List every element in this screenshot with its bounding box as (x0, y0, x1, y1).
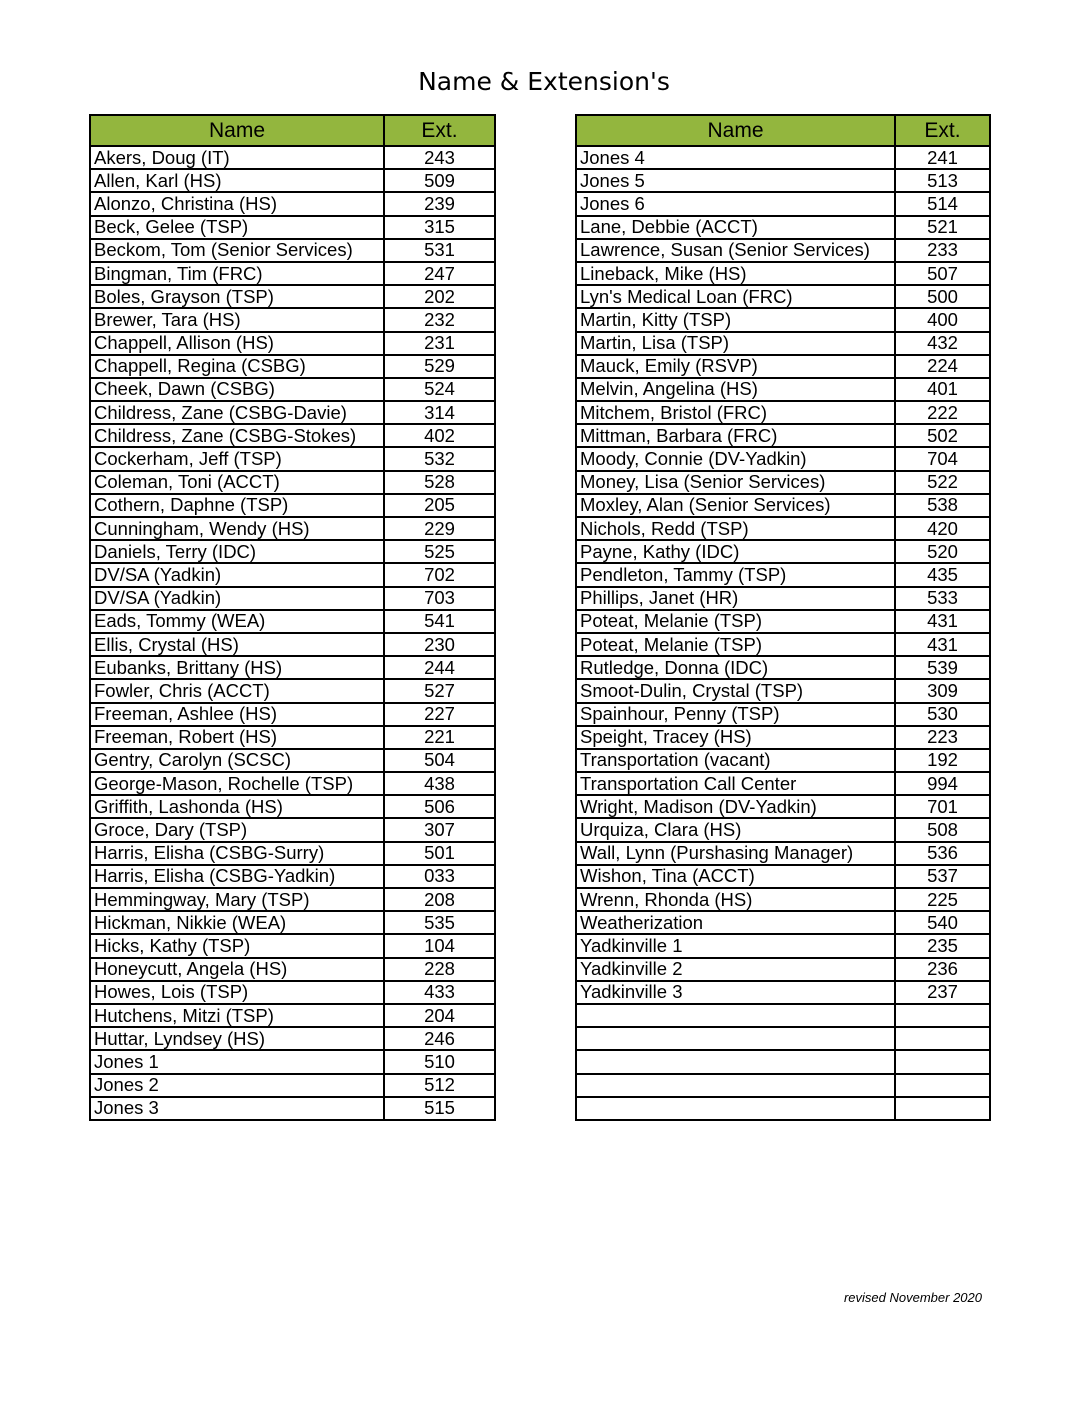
extension-cell: 704 (895, 447, 990, 470)
name-cell: Hickman, Nikkie (WEA) (90, 911, 384, 934)
name-cell: Lawrence, Susan (Senior Services) (576, 239, 895, 262)
extension-cell: 314 (384, 401, 495, 424)
extension-cell: 247 (384, 262, 495, 285)
extension-cell: 536 (895, 842, 990, 865)
table-row (576, 262, 990, 285)
extension-cell: 233 (895, 239, 990, 262)
table-row (90, 308, 495, 331)
extension-cell: 431 (895, 633, 990, 656)
name-cell: Ellis, Crystal (HS) (90, 633, 384, 656)
name-cell: Jones 5 (576, 169, 895, 192)
extension-cell: 506 (384, 795, 495, 818)
table-row (90, 355, 495, 378)
extension-cell: 702 (384, 563, 495, 586)
table-row (90, 1004, 495, 1027)
table-row (90, 842, 495, 865)
extension-cell: 510 (384, 1050, 495, 1073)
table-row (90, 865, 495, 888)
extension-cell: 204 (384, 1004, 495, 1027)
table-row (90, 424, 495, 447)
extension-cell: 537 (895, 865, 990, 888)
table-row (576, 447, 990, 470)
table-row (90, 633, 495, 656)
extension-cell: 236 (895, 958, 990, 981)
name-cell: Yadkinville 1 (576, 934, 895, 957)
extension-cell: 239 (384, 192, 495, 215)
table-row (576, 1027, 990, 1050)
name-cell: Poteat, Melanie (TSP) (576, 610, 895, 633)
table-row (576, 285, 990, 308)
name-cell: Jones 4 (576, 146, 895, 169)
table-row (576, 239, 990, 262)
extension-cell: 502 (895, 424, 990, 447)
name-cell (576, 1097, 895, 1120)
name-cell: Chappell, Regina (CSBG) (90, 355, 384, 378)
table-row (576, 355, 990, 378)
table-row (90, 494, 495, 517)
ext-column-header: Ext. (895, 115, 990, 146)
table-row (576, 772, 990, 795)
name-cell: Jones 6 (576, 192, 895, 215)
table-row (90, 1027, 495, 1050)
extension-cell: 033 (384, 865, 495, 888)
name-cell: Freeman, Ashlee (HS) (90, 703, 384, 726)
name-cell: Wishon, Tina (ACCT) (576, 865, 895, 888)
extension-cell: 500 (895, 285, 990, 308)
table-row (576, 633, 990, 656)
name-cell: Poteat, Melanie (TSP) (576, 633, 895, 656)
name-cell: Martin, Kitty (TSP) (576, 308, 895, 331)
table-row (576, 656, 990, 679)
extension-cell (895, 1027, 990, 1050)
extension-cell: 501 (384, 842, 495, 865)
name-cell: Wrenn, Rhonda (HS) (576, 888, 895, 911)
table-row (576, 865, 990, 888)
table-row (90, 679, 495, 702)
name-cell: Moxley, Alan (Senior Services) (576, 494, 895, 517)
name-cell: Hutchens, Mitzi (TSP) (90, 1004, 384, 1027)
table-row (576, 563, 990, 586)
table-row (576, 679, 990, 702)
extension-cell: 221 (384, 726, 495, 749)
extension-cell: 315 (384, 216, 495, 239)
name-cell: Howes, Lois (TSP) (90, 981, 384, 1004)
extension-cell: 541 (384, 610, 495, 633)
table-row (576, 517, 990, 540)
name-cell: Yadkinville 3 (576, 981, 895, 1004)
name-cell: Pendleton, Tammy (TSP) (576, 563, 895, 586)
name-cell: Hicks, Kathy (TSP) (90, 934, 384, 957)
header-row (576, 115, 990, 146)
name-cell: Lane, Debbie (ACCT) (576, 216, 895, 239)
table-row (90, 656, 495, 679)
table-row (576, 703, 990, 726)
extension-cell: 230 (384, 633, 495, 656)
table-row (90, 1050, 495, 1073)
table-row (90, 285, 495, 308)
table-row (90, 517, 495, 540)
name-cell: Jones 2 (90, 1074, 384, 1097)
extension-cell: 431 (895, 610, 990, 633)
table-row (90, 610, 495, 633)
name-cell: Payne, Kathy (IDC) (576, 540, 895, 563)
name-cell: Huttar, Lyndsey (HS) (90, 1027, 384, 1050)
name-cell: DV/SA (Yadkin) (90, 563, 384, 586)
table-row (576, 1097, 990, 1120)
extension-cell: 402 (384, 424, 495, 447)
table-row (90, 169, 495, 192)
name-cell: Harris, Elisha (CSBG-Yadkin) (90, 865, 384, 888)
table-row (90, 726, 495, 749)
name-cell: Groce, Dary (TSP) (90, 818, 384, 841)
name-cell: Eubanks, Brittany (HS) (90, 656, 384, 679)
name-column-header: Name (576, 115, 895, 146)
name-cell: DV/SA (Yadkin) (90, 587, 384, 610)
name-cell: Bingman, Tim (FRC) (90, 262, 384, 285)
name-cell: Speight, Tracey (HS) (576, 726, 895, 749)
name-cell: Mauck, Emily (RSVP) (576, 355, 895, 378)
name-cell: Gentry, Carolyn (SCSC) (90, 749, 384, 772)
table-row (576, 401, 990, 424)
table-row (90, 332, 495, 355)
extension-cell: 525 (384, 540, 495, 563)
extension-cell: 533 (895, 587, 990, 610)
name-cell: Cunningham, Wendy (HS) (90, 517, 384, 540)
table-row (576, 1004, 990, 1027)
name-cell: Griffith, Lashonda (HS) (90, 795, 384, 818)
name-cell: Rutledge, Donna (IDC) (576, 656, 895, 679)
name-cell: Freeman, Robert (HS) (90, 726, 384, 749)
extension-cell: 531 (384, 239, 495, 262)
name-cell: Honeycutt, Angela (HS) (90, 958, 384, 981)
name-cell: Alonzo, Christina (HS) (90, 192, 384, 215)
name-cell: Moody, Connie (DV-Yadkin) (576, 447, 895, 470)
extension-cell: 104 (384, 934, 495, 957)
table-row (90, 540, 495, 563)
extension-cell: 243 (384, 146, 495, 169)
name-cell: Childress, Zane (CSBG-Stokes) (90, 424, 384, 447)
table-row (576, 749, 990, 772)
table-row (576, 610, 990, 633)
name-cell: Allen, Karl (HS) (90, 169, 384, 192)
name-cell: Fowler, Chris (ACCT) (90, 679, 384, 702)
name-cell: Akers, Doug (IT) (90, 146, 384, 169)
extension-cell: 532 (384, 447, 495, 470)
name-cell: George-Mason, Rochelle (TSP) (90, 772, 384, 795)
name-cell: Weatherization (576, 911, 895, 934)
name-cell: Mittman, Barbara (FRC) (576, 424, 895, 447)
table-row (576, 981, 990, 1004)
extension-cell: 508 (895, 818, 990, 841)
table-row (576, 726, 990, 749)
extension-cell: 228 (384, 958, 495, 981)
extension-cell: 435 (895, 563, 990, 586)
name-cell: Martin, Lisa (TSP) (576, 332, 895, 355)
table-row (90, 981, 495, 1004)
extension-cell: 202 (384, 285, 495, 308)
extension-cell: 521 (895, 216, 990, 239)
name-cell: Melvin, Angelina (HS) (576, 378, 895, 401)
name-cell: Transportation Call Center (576, 772, 895, 795)
table-row (90, 749, 495, 772)
table-row (576, 1050, 990, 1073)
extension-cell: 400 (895, 308, 990, 331)
extension-cell: 192 (895, 749, 990, 772)
extension-cell (895, 1074, 990, 1097)
name-column-header: Name (90, 115, 384, 146)
name-cell: Jones 1 (90, 1050, 384, 1073)
table-row (90, 703, 495, 726)
name-cell: Coleman, Toni (ACCT) (90, 471, 384, 494)
table-row (576, 540, 990, 563)
table-row (576, 911, 990, 934)
extension-cell: 520 (895, 540, 990, 563)
extension-table-right (575, 114, 991, 1121)
name-cell: Spainhour, Penny (TSP) (576, 703, 895, 726)
name-cell: Transportation (vacant) (576, 749, 895, 772)
name-cell (576, 1027, 895, 1050)
name-cell: Hemmingway, Mary (TSP) (90, 888, 384, 911)
table-row (576, 934, 990, 957)
table-row (90, 239, 495, 262)
name-cell: Money, Lisa (Senior Services) (576, 471, 895, 494)
table-row (576, 308, 990, 331)
name-cell: Daniels, Terry (IDC) (90, 540, 384, 563)
table-row (576, 494, 990, 517)
name-cell: Boles, Grayson (TSP) (90, 285, 384, 308)
extension-cell: 241 (895, 146, 990, 169)
table-row (90, 818, 495, 841)
extension-cell: 515 (384, 1097, 495, 1120)
extension-cell: 420 (895, 517, 990, 540)
name-cell: Wright, Madison (DV-Yadkin) (576, 795, 895, 818)
name-cell: Cothern, Daphne (TSP) (90, 494, 384, 517)
table-row (576, 192, 990, 215)
name-cell (576, 1050, 895, 1073)
extension-cell: 231 (384, 332, 495, 355)
table-row (90, 587, 495, 610)
extension-cell: 432 (895, 332, 990, 355)
table-row (90, 772, 495, 795)
extension-cell: 504 (384, 749, 495, 772)
name-cell: Lyn's Medical Loan (FRC) (576, 285, 895, 308)
table-row (90, 216, 495, 239)
name-cell (576, 1074, 895, 1097)
table-row (576, 888, 990, 911)
extension-table-left (89, 114, 496, 1121)
table-row (90, 447, 495, 470)
extension-cell: 227 (384, 703, 495, 726)
extension-cell: 246 (384, 1027, 495, 1050)
name-cell: Wall, Lynn (Purshasing Manager) (576, 842, 895, 865)
extension-cell: 223 (895, 726, 990, 749)
table-row (90, 192, 495, 215)
table-row (90, 146, 495, 169)
name-cell: Jones 3 (90, 1097, 384, 1120)
name-cell: Cockerham, Jeff (TSP) (90, 447, 384, 470)
extension-cell: 535 (384, 911, 495, 934)
name-cell: Nichols, Redd (TSP) (576, 517, 895, 540)
table-row (90, 378, 495, 401)
extension-cell: 514 (895, 192, 990, 215)
name-cell: Smoot-Dulin, Crystal (TSP) (576, 679, 895, 702)
extension-cell: 701 (895, 795, 990, 818)
extension-cell: 540 (895, 911, 990, 934)
extension-cell: 433 (384, 981, 495, 1004)
extension-cell: 232 (384, 308, 495, 331)
extension-cell: 224 (895, 355, 990, 378)
table-row (576, 169, 990, 192)
extension-cell: 309 (895, 679, 990, 702)
table-row (90, 888, 495, 911)
name-cell: Phillips, Janet (HR) (576, 587, 895, 610)
extension-cell: 509 (384, 169, 495, 192)
name-cell: Yadkinville 2 (576, 958, 895, 981)
extension-cell (895, 1004, 990, 1027)
table-row (90, 1074, 495, 1097)
extension-cell: 528 (384, 471, 495, 494)
extension-cell: 438 (384, 772, 495, 795)
table-row (576, 818, 990, 841)
extension-cell: 703 (384, 587, 495, 610)
extension-cell: 229 (384, 517, 495, 540)
revised-note: revised November 2020 (843, 1290, 982, 1305)
name-cell: Beck, Gelee (TSP) (90, 216, 384, 239)
table-row (576, 1074, 990, 1097)
extension-cell: 225 (895, 888, 990, 911)
name-cell: Harris, Elisha (CSBG-Surry) (90, 842, 384, 865)
extension-cell (895, 1050, 990, 1073)
extension-cell: 235 (895, 934, 990, 957)
table-row (576, 795, 990, 818)
table-row (90, 795, 495, 818)
table-row (90, 471, 495, 494)
table-row (90, 563, 495, 586)
extension-cell: 401 (895, 378, 990, 401)
name-cell: Lineback, Mike (HS) (576, 262, 895, 285)
table-row (576, 332, 990, 355)
table-row (576, 587, 990, 610)
extension-cell: 237 (895, 981, 990, 1004)
table-row (90, 401, 495, 424)
name-cell: Urquiza, Clara (HS) (576, 818, 895, 841)
name-cell: Beckom, Tom (Senior Services) (90, 239, 384, 262)
extension-cell: 512 (384, 1074, 495, 1097)
name-cell: Cheek, Dawn (CSBG) (90, 378, 384, 401)
table-row (576, 958, 990, 981)
table-row (90, 1097, 495, 1120)
name-cell: Eads, Tommy (WEA) (90, 610, 384, 633)
extension-cell: 527 (384, 679, 495, 702)
extension-cell: 539 (895, 656, 990, 679)
table-row (576, 216, 990, 239)
name-cell: Childress, Zane (CSBG-Davie) (90, 401, 384, 424)
extension-cell: 524 (384, 378, 495, 401)
extension-cell (895, 1097, 990, 1120)
ext-column-header: Ext. (384, 115, 495, 146)
extension-cell: 222 (895, 401, 990, 424)
name-cell: Brewer, Tara (HS) (90, 308, 384, 331)
extension-cell: 205 (384, 494, 495, 517)
page-title: Name & Extension's (418, 67, 670, 96)
table-row (576, 424, 990, 447)
extension-cell: 307 (384, 818, 495, 841)
extension-cell: 994 (895, 772, 990, 795)
name-cell (576, 1004, 895, 1027)
extension-cell: 244 (384, 656, 495, 679)
header-row (90, 115, 495, 146)
table-row (576, 471, 990, 494)
table-row (90, 262, 495, 285)
extension-cell: 529 (384, 355, 495, 378)
table-row (90, 958, 495, 981)
extension-cell: 530 (895, 703, 990, 726)
table-row (90, 934, 495, 957)
table-row (576, 146, 990, 169)
name-cell: Chappell, Allison (HS) (90, 332, 384, 355)
extension-cell: 538 (895, 494, 990, 517)
name-cell: Mitchem, Bristol (FRC) (576, 401, 895, 424)
extension-cell: 208 (384, 888, 495, 911)
table-row (576, 842, 990, 865)
extension-cell: 522 (895, 471, 990, 494)
table-row (90, 911, 495, 934)
table-row (576, 378, 990, 401)
extension-cell: 507 (895, 262, 990, 285)
extension-cell: 513 (895, 169, 990, 192)
